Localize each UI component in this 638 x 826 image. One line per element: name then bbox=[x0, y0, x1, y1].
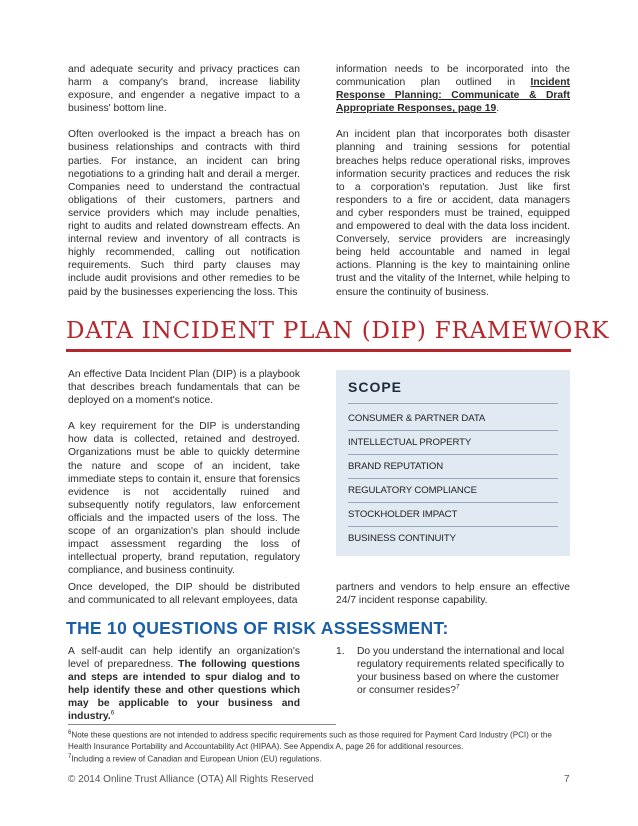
footer-copyright: © 2014 Online Trust Alliance (OTA) All Rights Reserved bbox=[68, 774, 314, 785]
footnote-number: 7 bbox=[68, 753, 72, 760]
top-left-column bbox=[68, 63, 300, 299]
paragraph bbox=[336, 63, 570, 115]
footnote-marker: 7 bbox=[456, 683, 460, 691]
paragraph: An incident plan that incorporates both disaster planning and training sessions for potential breaches helps reduce operational risks, improves information security practices and reduces the risk to a corporation's reputation. Just like first responders to a fire or accident, data managers and cyber responders must be trained, equipped and empowered to deal with the data loss incident. Conversely, service providers are increasingly being held accountable and named in legal actions. Planning is the key to maintaining online trust and the vitality of the Internet, while helping to ensure the continuity of business. bbox=[336, 129, 570, 298]
paragraph: Often overlooked is the impact a breach has on business relationships and contracts with third parties. For instance, an incident can bring negotiations to a grinding halt and derail a merger. Companies need to understand the contractual obligations of their customers, partners and service providers which may include penalties, right to audits and related downstream effects. An internal review and inventory of all contracts is highly recommended, calling out notification requirements. Such third party clauses may include audit provisions and other remedies to be paid by the businesses experiencing the loss. This bbox=[68, 129, 300, 298]
footnote bbox=[68, 728, 571, 752]
scope-item: STOCKHOLDER IMPACT bbox=[348, 509, 458, 520]
footnote-rule bbox=[68, 724, 336, 725]
incident-response-link[interactable]: Incident Response Planning: Communicate & Draft Appropriate Responses, page 19 bbox=[336, 77, 570, 115]
paragraph-text: information needs to be incorporated into the communication plan outlined in bbox=[336, 64, 570, 89]
footnotes bbox=[68, 728, 571, 764]
top-right-column bbox=[336, 63, 570, 299]
scope-item: INTELLECTUAL PROPERTY bbox=[348, 437, 472, 448]
divider bbox=[348, 430, 558, 431]
question-item bbox=[357, 645, 570, 697]
divider bbox=[348, 403, 558, 404]
footnote-marker: 6 bbox=[110, 710, 115, 718]
section-heading-dip: DATA INCIDENT PLAN (DIP) FRAMEWORK bbox=[66, 318, 610, 344]
paragraph-text: . bbox=[496, 103, 500, 115]
paragraph-text: A self-audit can help identify an organization's level of preparedness. bbox=[68, 646, 300, 671]
divider bbox=[348, 478, 558, 479]
dip-right-column bbox=[336, 581, 570, 607]
dip-left-column bbox=[68, 368, 300, 577]
paragraph: partners and vendors to help ensure an effective 24/7 incident response capability. bbox=[336, 582, 570, 607]
footnote-text: Note these questions are not intended to address specific requirements such as those required for Payment Card Industry (PCI) or the Health Insurance Portability and Accountability Act (HIPAA). See Appendix A, page 26 for additional resources. bbox=[68, 730, 552, 751]
section-heading-risk: THE 10 QUESTIONS OF RISK ASSESSMENT: bbox=[66, 618, 449, 638]
divider bbox=[348, 454, 558, 455]
footnote-text: Including a review of Canadian and European Union (EU) regulations. bbox=[71, 754, 322, 764]
heading-rule bbox=[66, 349, 571, 352]
scope-item: CONSUMER & PARTNER DATA bbox=[348, 413, 486, 424]
footnote bbox=[68, 752, 571, 765]
question-text bbox=[357, 645, 570, 697]
paragraph: Once developed, the DIP should be distributed and communicated to all relevant employees, data bbox=[68, 582, 300, 607]
page-number: 7 bbox=[564, 774, 570, 785]
divider bbox=[348, 502, 558, 503]
question-number: 1. bbox=[336, 646, 345, 657]
paragraph: and adequate security and privacy practices can harm a company's brand, increase liability exposure, and engender a negative impact to a business' bottom line. bbox=[68, 64, 300, 115]
scope-box bbox=[336, 370, 570, 556]
scope-item: REGULATORY COMPLIANCE bbox=[348, 485, 477, 496]
scope-item: BUSINESS CONTINUITY bbox=[348, 533, 456, 544]
divider bbox=[348, 526, 558, 527]
scope-title: SCOPE bbox=[348, 379, 403, 395]
paragraph bbox=[68, 645, 300, 724]
risk-left-column bbox=[68, 645, 300, 724]
paragraph: An effective Data Incident Plan (DIP) is a playbook that describes breach fundamentals that can be deployed on a moment's notice. bbox=[68, 369, 300, 407]
dip-left-column-end bbox=[68, 581, 300, 607]
question-text-body: Do you understand the international and local regulatory requirements related specifically to your business based on where the customer or consumer resides? bbox=[357, 646, 565, 697]
paragraph: A key requirement for the DIP is understanding how data is collected, retained and destroyed. Organizations must be able to quickly determine the nature and scope of an incident, take immediate steps to contain it, ensure that forensics evidence is not accidentally ruined and subsequently notify regulators, law enforcement officials and the impacted users of the loss. The scope of an organization's plan should include impact assessment regarding the loss of intellectual property, brand reputation, regulatory compliance, and business continuity. bbox=[68, 421, 300, 577]
scope-item: BRAND REPUTATION bbox=[348, 461, 444, 472]
paragraph-bold-text: The following questions and steps are intended to spur dialog and to help identify these and other questions which may be applicable to your business and industry. bbox=[68, 659, 300, 723]
footnote-number: 6 bbox=[68, 730, 72, 736]
